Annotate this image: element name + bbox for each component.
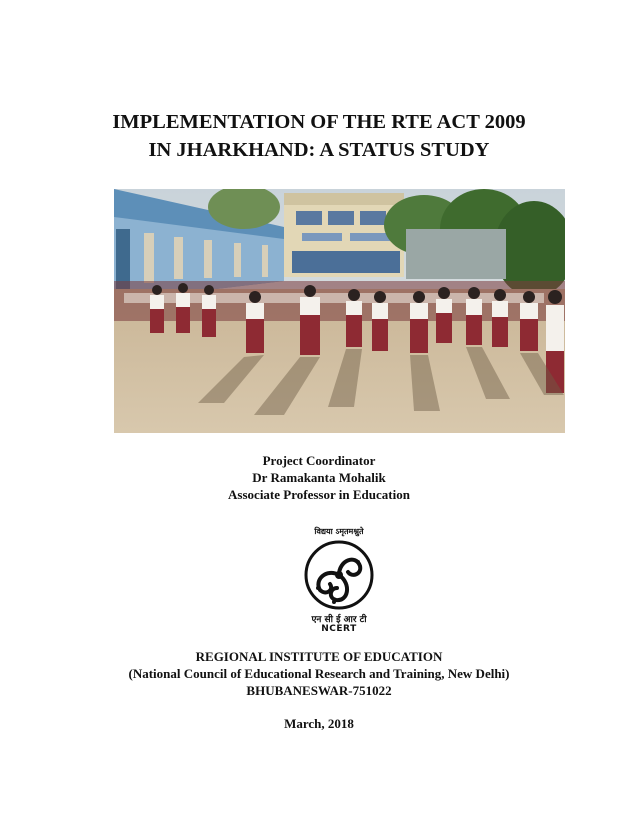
ncert-swans-icon bbox=[304, 540, 374, 610]
institute-block bbox=[0, 648, 638, 699]
logo-hindi-name: एन सी ई आर टी bbox=[311, 615, 367, 625]
cover-photo bbox=[114, 189, 565, 433]
report-title bbox=[0, 108, 638, 164]
title-line-1: IMPLEMENTATION OF THE RTE ACT 2009 bbox=[112, 111, 526, 133]
coordinator-designation: Associate Professor in Education bbox=[228, 487, 410, 502]
logo-motto: विद्यया ऽमृतमश्नुते bbox=[314, 527, 364, 536]
logo-english-name: NCERT bbox=[321, 624, 357, 634]
project-coordinator-block bbox=[0, 452, 638, 503]
coordinator-role: Project Coordinator bbox=[262, 453, 376, 468]
ncert-logo bbox=[296, 526, 382, 638]
school-assembly-photo bbox=[114, 189, 565, 433]
institute-name: REGIONAL INSTITUTE OF EDUCATION bbox=[195, 649, 443, 664]
publication-date: March, 2018 bbox=[284, 716, 354, 731]
institute-location: BHUBANESWAR-751022 bbox=[246, 683, 392, 698]
coordinator-name: Dr Ramakanta Mohalik bbox=[252, 470, 386, 485]
institute-parent: (National Council of Educational Research and Training, New Delhi) bbox=[128, 666, 510, 681]
title-line-2: IN JHARKHAND: A STATUS STUDY bbox=[148, 139, 490, 161]
